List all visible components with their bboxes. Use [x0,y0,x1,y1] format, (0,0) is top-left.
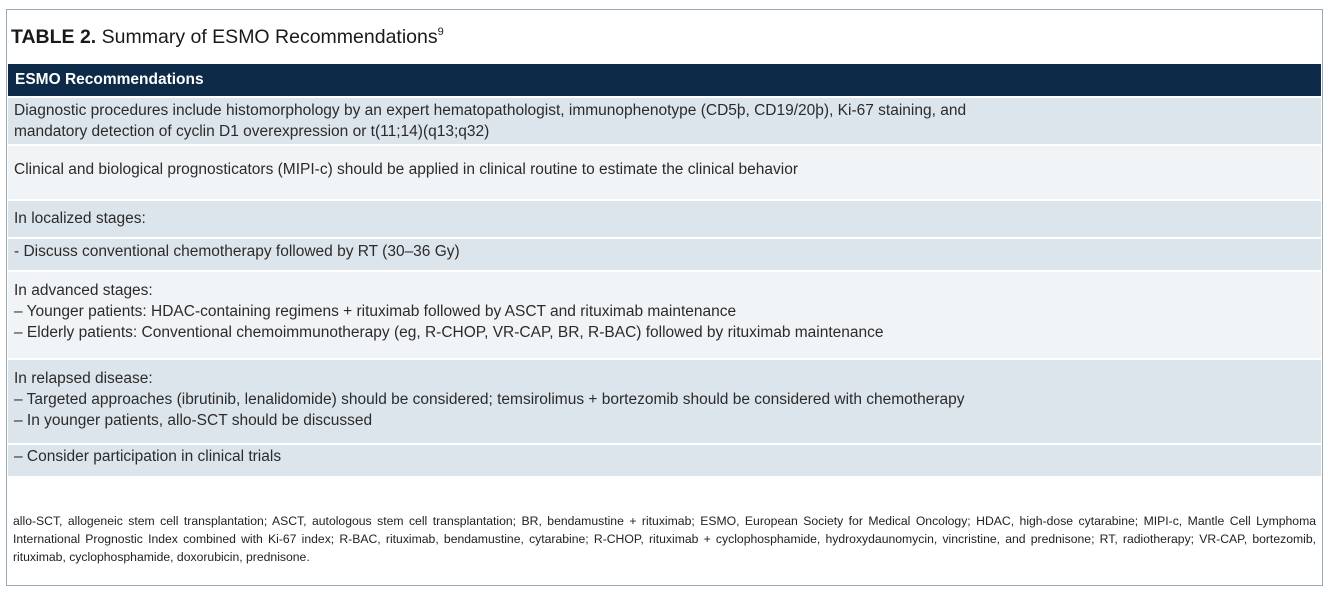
table-title-text: Summary of ESMO Recommendations [96,26,438,48]
row-text-line: – In younger patients, allo-SCT should be discussed [14,412,373,429]
table-row-diagnostics [8,98,1321,144]
table-row-relapsed-trials [8,445,1321,476]
reference-superscript: 9 [437,26,444,38]
row-text-line: In relapsed disease: [14,370,153,387]
table-number: TABLE 2. [11,26,97,48]
row-text-line: Clinical and biological prognosticators (MIPI-c) should be applied in clinical routine to estimate the clinical behavior [14,161,799,178]
row-text-line: Diagnostic procedures include histomorphology by an expert hematopathologist, immunophenotype (CD5þ, CD19/20þ), Ki-67 staining, and [14,102,967,119]
table-row-localized-heading [8,201,1321,237]
row-text-line: – Consider participation in clinical trials [14,448,282,465]
row-text-line: – Elderly patients: Conventional chemoimmunotherapy (eg, R-CHOP, VR-CAP, BR, R-BAC) followed by rituximab maintenance [14,324,884,341]
row-text-line: - Discuss conventional chemotherapy followed by RT (30–36 Gy) [14,243,460,260]
table-footnote: allo-SCT, allogeneic stem cell transplantation; ASCT, autologous stem cell transplantation; BR, bendamustine + rituximab; ESMO, European Society for Medical Oncology; HDAC, high-dose cytarabine; MIPI-c, Mantle Cell Lymphoma International Prognostic Index combined with Ki-67 index; R-BAC, rituximab, bendamustine, cytarabine; R-CHOP, rituximab + cyclophosphamide, hydroxydaunomycin, vincristine, and prednisone; RT, radiotherapy; VR-CAP, bortezomib, rituximab, cyclophosphamide, doxorubicin, prednisone. [13,514,1316,564]
row-text-line: In localized stages: [14,210,146,227]
table-header: ESMO Recommendations [8,64,1321,96]
row-text-line: – Targeted approaches (ibrutinib, lenalidomide) should be considered; temsirolimus + bortezomib should be considered with chemotherapy [14,391,965,408]
table-row-localized-detail [8,239,1321,270]
row-text-line: – Younger patients: HDAC-containing regimens + rituximab followed by ASCT and rituximab maintenance [14,303,737,320]
table-title [11,25,444,49]
row-text-line: In advanced stages: [14,282,153,299]
table-row-relapsed [8,360,1321,443]
table-row-advanced [8,272,1321,358]
row-text-line: mandatory detection of cyclin D1 overexpression or t(11;14)(q13;q32) [14,123,490,140]
table-row-prognosticators [8,146,1321,199]
